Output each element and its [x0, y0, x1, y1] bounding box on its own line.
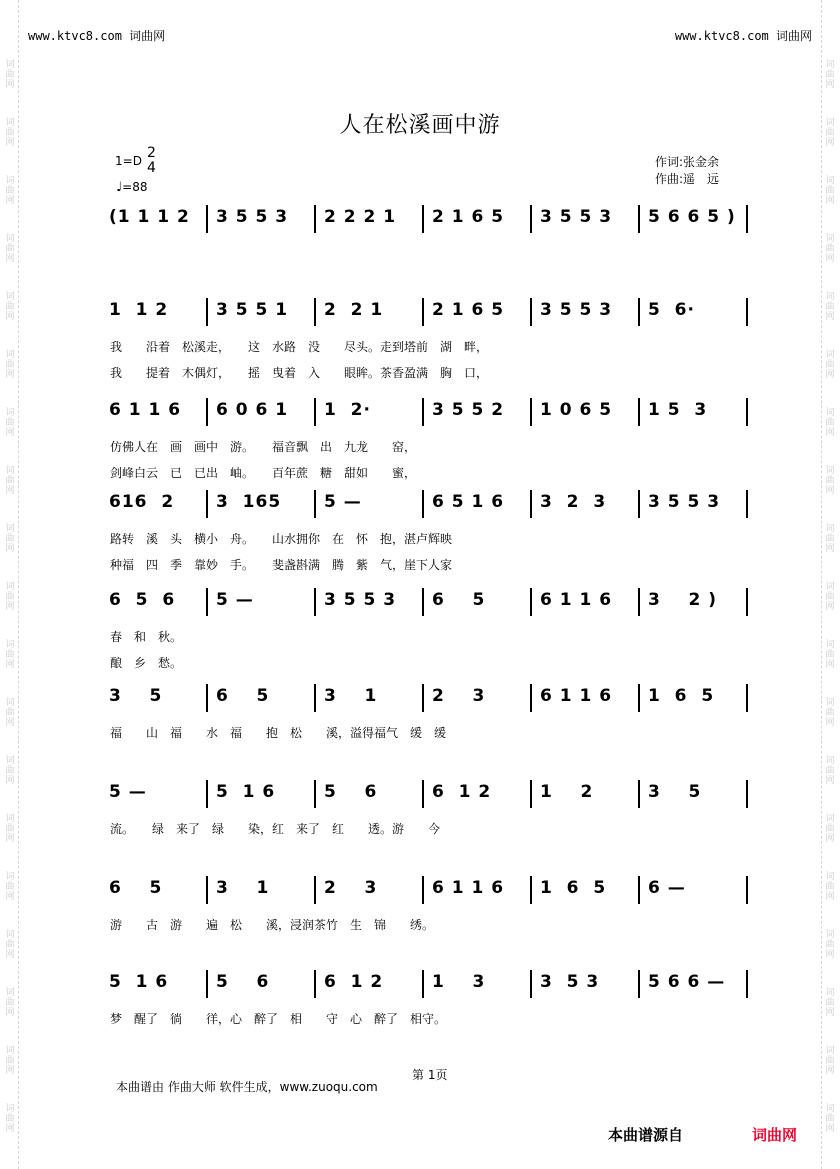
measure: [432, 398, 528, 426]
measure: [540, 970, 636, 998]
measure-notes: 2 3: [324, 878, 378, 898]
measure-notes: 3 5 5 1: [216, 300, 289, 320]
bar-line: [638, 205, 640, 233]
measure: [109, 398, 205, 426]
watermark-text: 词 曲 网: [825, 466, 835, 496]
watermark-text: 词 曲 网: [825, 292, 835, 322]
measure: [648, 490, 744, 518]
lyric-line-1: 路转 溪 头 横小 舟。 山水拥你 在 怀 抱，湛卢辉映: [110, 532, 453, 546]
measure: [540, 205, 636, 233]
measure: [324, 588, 420, 616]
measure: [109, 588, 205, 616]
measure-notes: 5 6·: [648, 300, 695, 320]
watermark-text: 词 曲 网: [825, 582, 835, 612]
watermark-text: 词 曲 网: [825, 698, 835, 728]
site-link-right[interactable]: www.ktvc8.com 词曲网: [674, 29, 812, 43]
measure-notes: 6 1 1 6: [540, 686, 613, 706]
watermark-text: 词 曲 网: [5, 1046, 15, 1076]
watermark-text: 词 曲 网: [5, 292, 15, 322]
measure: [432, 684, 528, 712]
watermark-text: 词 曲 网: [5, 756, 15, 786]
measure: [648, 780, 744, 808]
bar-line: [638, 398, 640, 426]
measure-notes: 6 1 1 6: [109, 400, 182, 420]
watermark-text: 词 曲 网: [5, 814, 15, 844]
measure: [540, 588, 636, 616]
watermark-text: 词 曲 网: [5, 930, 15, 960]
measure-notes: 6 0 6 1: [216, 400, 289, 420]
bar-line: [206, 780, 208, 808]
measure: [109, 780, 205, 808]
bar-line: [314, 876, 316, 904]
bar-line: [638, 588, 640, 616]
bar-line: [206, 970, 208, 998]
bar-line: [422, 490, 424, 518]
bar-line: [638, 298, 640, 326]
measure: [109, 205, 205, 233]
measure: [432, 876, 528, 904]
bar-line: [530, 780, 532, 808]
measure: [324, 684, 420, 712]
measure: [648, 684, 744, 712]
measure-notes: 6 1 1 6: [540, 590, 613, 610]
watermark-text: 词 曲 网: [5, 466, 15, 496]
measure: [648, 970, 744, 998]
measure-notes: 1 2: [540, 782, 594, 802]
measure-notes: 3 1: [324, 686, 378, 706]
measure: [324, 205, 420, 233]
measure: [540, 398, 636, 426]
bar-line: [530, 298, 532, 326]
measure-notes: (1 1 1 2: [109, 207, 190, 227]
watermark-text: 词 曲 网: [5, 988, 15, 1018]
bar-line: [746, 205, 748, 233]
measure-notes: 1 1 2: [109, 300, 169, 320]
bar-line: [422, 970, 424, 998]
measure: [432, 588, 528, 616]
lyricist: 作词:张金余: [655, 155, 720, 169]
measure: [540, 684, 636, 712]
bar-line: [530, 398, 532, 426]
software-credit: 本曲谱由 作曲大师 软件生成，www.zuoqu.com: [116, 1080, 378, 1094]
measure-notes: 5 —: [109, 782, 147, 802]
watermark-text: 词 曲 网: [825, 118, 835, 148]
bar-line: [422, 684, 424, 712]
staff-row: [103, 780, 753, 808]
measure: [432, 490, 528, 518]
measure: [540, 490, 636, 518]
measure-notes: 3 2 3: [540, 492, 607, 512]
lyric-line-2: 酿 乡 愁。: [110, 656, 183, 670]
measure-notes: 3 5 5 3: [540, 300, 613, 320]
bar-line: [422, 588, 424, 616]
bar-line: [638, 684, 640, 712]
measure-notes: 6 1 2: [432, 782, 492, 802]
measure-notes: 5 6: [216, 972, 270, 992]
watermark-text: 词 曲 网: [825, 640, 835, 670]
bar-line: [530, 205, 532, 233]
bar-line: [746, 588, 748, 616]
lyric-line-1: 我 沿着 松溪走， 这 水路 没 尽头。走到塔前 湖 畔，: [110, 340, 489, 354]
measure-notes: 1 5 3: [648, 400, 708, 420]
measure-notes: 1 6 5: [540, 878, 607, 898]
measure: [324, 780, 420, 808]
lyric-line-1: 流。 绿 来了 绿 染，红 来了 红 透。游 今: [110, 822, 441, 836]
bar-line: [530, 588, 532, 616]
bar-line: [314, 970, 316, 998]
time-top: 2: [147, 145, 156, 161]
bar-line: [638, 490, 640, 518]
bar-line: [206, 398, 208, 426]
lyric-line-2: 种福 四 季 靠妙 手。 斐盏斟满 腾 紫 气，崖下人家: [110, 558, 453, 572]
measure-notes: 2 1 6 5: [432, 207, 505, 227]
measure-notes: 3 5: [648, 782, 702, 802]
measure: [216, 205, 312, 233]
bar-line: [638, 876, 640, 904]
bar-line: [746, 970, 748, 998]
measure: [648, 398, 744, 426]
measure: [216, 876, 312, 904]
bar-line: [530, 490, 532, 518]
bar-line: [746, 298, 748, 326]
watermark-text: 词 曲 网: [825, 814, 835, 844]
measure: [540, 298, 636, 326]
quarter-note-icon: ♩: [116, 180, 123, 195]
watermark-text: 词 曲 网: [825, 930, 835, 960]
bar-line: [422, 780, 424, 808]
measure-notes: 6 —: [648, 878, 686, 898]
lyric-line-2: 剑峰白云 已 已出 岫。 百年蔗 糖 甜如 蜜，: [110, 466, 417, 480]
measure-notes: 6 1 2: [324, 972, 384, 992]
measure: [432, 970, 528, 998]
measure-notes: 6 5 1 6: [432, 492, 505, 512]
source-label: 本曲谱源自: [608, 1126, 684, 1144]
watermark-text: 词 曲 网: [5, 408, 15, 438]
measure-notes: 5 —: [324, 492, 362, 512]
bar-line: [314, 298, 316, 326]
tempo-marking: [116, 180, 147, 195]
bar-line: [422, 876, 424, 904]
watermark-text: 词 曲 网: [825, 872, 835, 902]
time-signature: [147, 146, 156, 176]
measure-notes: 3 5 5 3: [540, 207, 613, 227]
watermark-text: 词 曲 网: [5, 524, 15, 554]
watermark-text: 词 曲 网: [825, 408, 835, 438]
measure: [109, 970, 205, 998]
bar-line: [530, 970, 532, 998]
measure: [432, 780, 528, 808]
staff-row: [103, 298, 753, 326]
watermark-text: 词 曲 网: [825, 60, 835, 90]
measure: [540, 780, 636, 808]
bar-line: [314, 490, 316, 518]
lyric-line-1: 梦 醒了 徜 徉，心 醉了 相 守 心 醉了 相守。: [110, 1012, 447, 1026]
bar-line: [638, 970, 640, 998]
measure: [216, 298, 312, 326]
measure: [648, 298, 744, 326]
measure-notes: 3 5 5 3: [324, 590, 397, 610]
measure: [216, 684, 312, 712]
bar-line: [206, 684, 208, 712]
staff-row: [103, 398, 753, 426]
bar-line: [206, 588, 208, 616]
measure: [324, 398, 420, 426]
watermark-text: 词 曲 网: [5, 60, 15, 90]
measure: [109, 876, 205, 904]
song-title: 人在松溪画中游: [339, 113, 501, 138]
measure-notes: 6 5: [432, 590, 486, 610]
measure-notes: 5 6 6 5 ): [648, 207, 736, 227]
measure-notes: 1 0 6 5: [540, 400, 613, 420]
site-link-left[interactable]: www.ktvc8.com 词曲网: [28, 29, 166, 43]
composer: 作曲:遥 远: [655, 172, 720, 186]
measure-notes: 5 6: [324, 782, 378, 802]
measure-notes: 3 5 3: [540, 972, 600, 992]
bar-line: [206, 298, 208, 326]
measure: [648, 876, 744, 904]
measure: [432, 298, 528, 326]
time-bottom: 4: [147, 160, 156, 176]
bar-line: [746, 398, 748, 426]
measure: [109, 684, 205, 712]
lyric-line-1: 春 和 秋。: [110, 630, 183, 644]
measure-notes: 1 6 5: [648, 686, 715, 706]
watermark-text: 词 曲 网: [825, 1046, 835, 1076]
measure-notes: 3 1: [216, 878, 270, 898]
staff-row: [103, 684, 753, 712]
measure-notes: 1 3: [432, 972, 486, 992]
measure-notes: 3 5: [109, 686, 163, 706]
measure: [648, 205, 744, 233]
watermark-text: 词 曲 网: [5, 698, 15, 728]
staff-row: [103, 970, 753, 998]
bar-line: [314, 398, 316, 426]
measure: [324, 970, 420, 998]
measure-notes: 3 5 5 3: [216, 207, 289, 227]
measure: [216, 970, 312, 998]
lyric-line-1: 仿佛人在 画 画中 游。 福音飘 出 九龙 窑，: [110, 440, 417, 454]
watermark-text: 词 曲 网: [5, 118, 15, 148]
bar-line: [746, 684, 748, 712]
watermark-text: 词 曲 网: [5, 234, 15, 264]
measure: [540, 876, 636, 904]
measure: [432, 205, 528, 233]
bar-line: [314, 588, 316, 616]
measure-notes: 6 1 1 6: [432, 878, 505, 898]
source-site-link[interactable]: 词曲网: [752, 1126, 798, 1144]
lyric-line-2: 我 提着 木偶灯， 摇 曳着 入 眼眸。茶香盈满 胸 口，: [110, 366, 489, 380]
measure-notes: 616 2: [109, 492, 175, 512]
staff-row: [103, 588, 753, 616]
measure-notes: 2 1 6 5: [432, 300, 505, 320]
staff-row: [103, 490, 753, 518]
lyric-line-1: 福 山 福 水 福 抱 松 溪，溢得福气 缓 缓: [110, 726, 447, 740]
bar-line: [638, 780, 640, 808]
bar-line: [422, 398, 424, 426]
measure-notes: 3 2 ): [648, 590, 718, 610]
bar-line: [530, 876, 532, 904]
bar-line: [206, 490, 208, 518]
measure-notes: 2 2 1: [324, 300, 384, 320]
bar-line: [422, 298, 424, 326]
measure-notes: 5 6 6 —: [648, 972, 726, 992]
watermark-text: 词 曲 网: [825, 234, 835, 264]
watermark-text: 词 曲 网: [5, 872, 15, 902]
measure-notes: 3 5 5 3: [648, 492, 721, 512]
watermark-text: 词 曲 网: [5, 1104, 15, 1134]
measure-notes: 6 5: [109, 878, 163, 898]
bar-line: [746, 490, 748, 518]
tempo-value: =88: [122, 180, 148, 194]
bar-line: [530, 684, 532, 712]
measure: [216, 780, 312, 808]
bar-line: [206, 205, 208, 233]
measure: [648, 588, 744, 616]
staff-row: [103, 876, 753, 904]
measure: [109, 298, 205, 326]
bar-line: [422, 205, 424, 233]
measure-notes: 5 1 6: [216, 782, 276, 802]
watermark-text: 词 曲 网: [825, 756, 835, 786]
measure-notes: 1 2·: [324, 400, 371, 420]
measure: [324, 490, 420, 518]
watermark-text: 词 曲 网: [825, 988, 835, 1018]
page-number: 第 1页: [412, 1068, 448, 1082]
watermark-text: 词 曲 网: [5, 176, 15, 206]
watermark-text: 词 曲 网: [825, 176, 835, 206]
measure: [216, 398, 312, 426]
measure: [216, 490, 312, 518]
bar-line: [314, 780, 316, 808]
measure: [216, 588, 312, 616]
measure-notes: 6 5: [216, 686, 270, 706]
bar-line: [314, 684, 316, 712]
measure-notes: 5 —: [216, 590, 254, 610]
watermark-text: 词 曲 网: [825, 524, 835, 554]
bar-line: [746, 876, 748, 904]
watermark-text: 词 曲 网: [825, 1104, 835, 1134]
bar-line: [314, 205, 316, 233]
bar-line: [746, 780, 748, 808]
watermark-text: 词 曲 网: [825, 350, 835, 380]
watermark-text: 词 曲 网: [5, 582, 15, 612]
measure: [324, 876, 420, 904]
watermark-text: 词 曲 网: [5, 640, 15, 670]
lyric-line-1: 游 古 游 遍 松 溪，浸润茶竹 生 锦 绣。: [110, 918, 435, 932]
measure: [324, 298, 420, 326]
measure-notes: 2 3: [432, 686, 486, 706]
measure-notes: 5 1 6: [109, 972, 169, 992]
staff-row: [103, 205, 753, 233]
measure: [109, 490, 205, 518]
watermark-text: 词 曲 网: [5, 350, 15, 380]
key-signature: 1=D: [115, 154, 142, 168]
bar-line: [206, 876, 208, 904]
measure-notes: 3 165: [216, 492, 282, 512]
measure-notes: 2 2 2 1: [324, 207, 397, 227]
measure-notes: 6 5 6: [109, 590, 176, 610]
measure-notes: 3 5 5 2: [432, 400, 505, 420]
